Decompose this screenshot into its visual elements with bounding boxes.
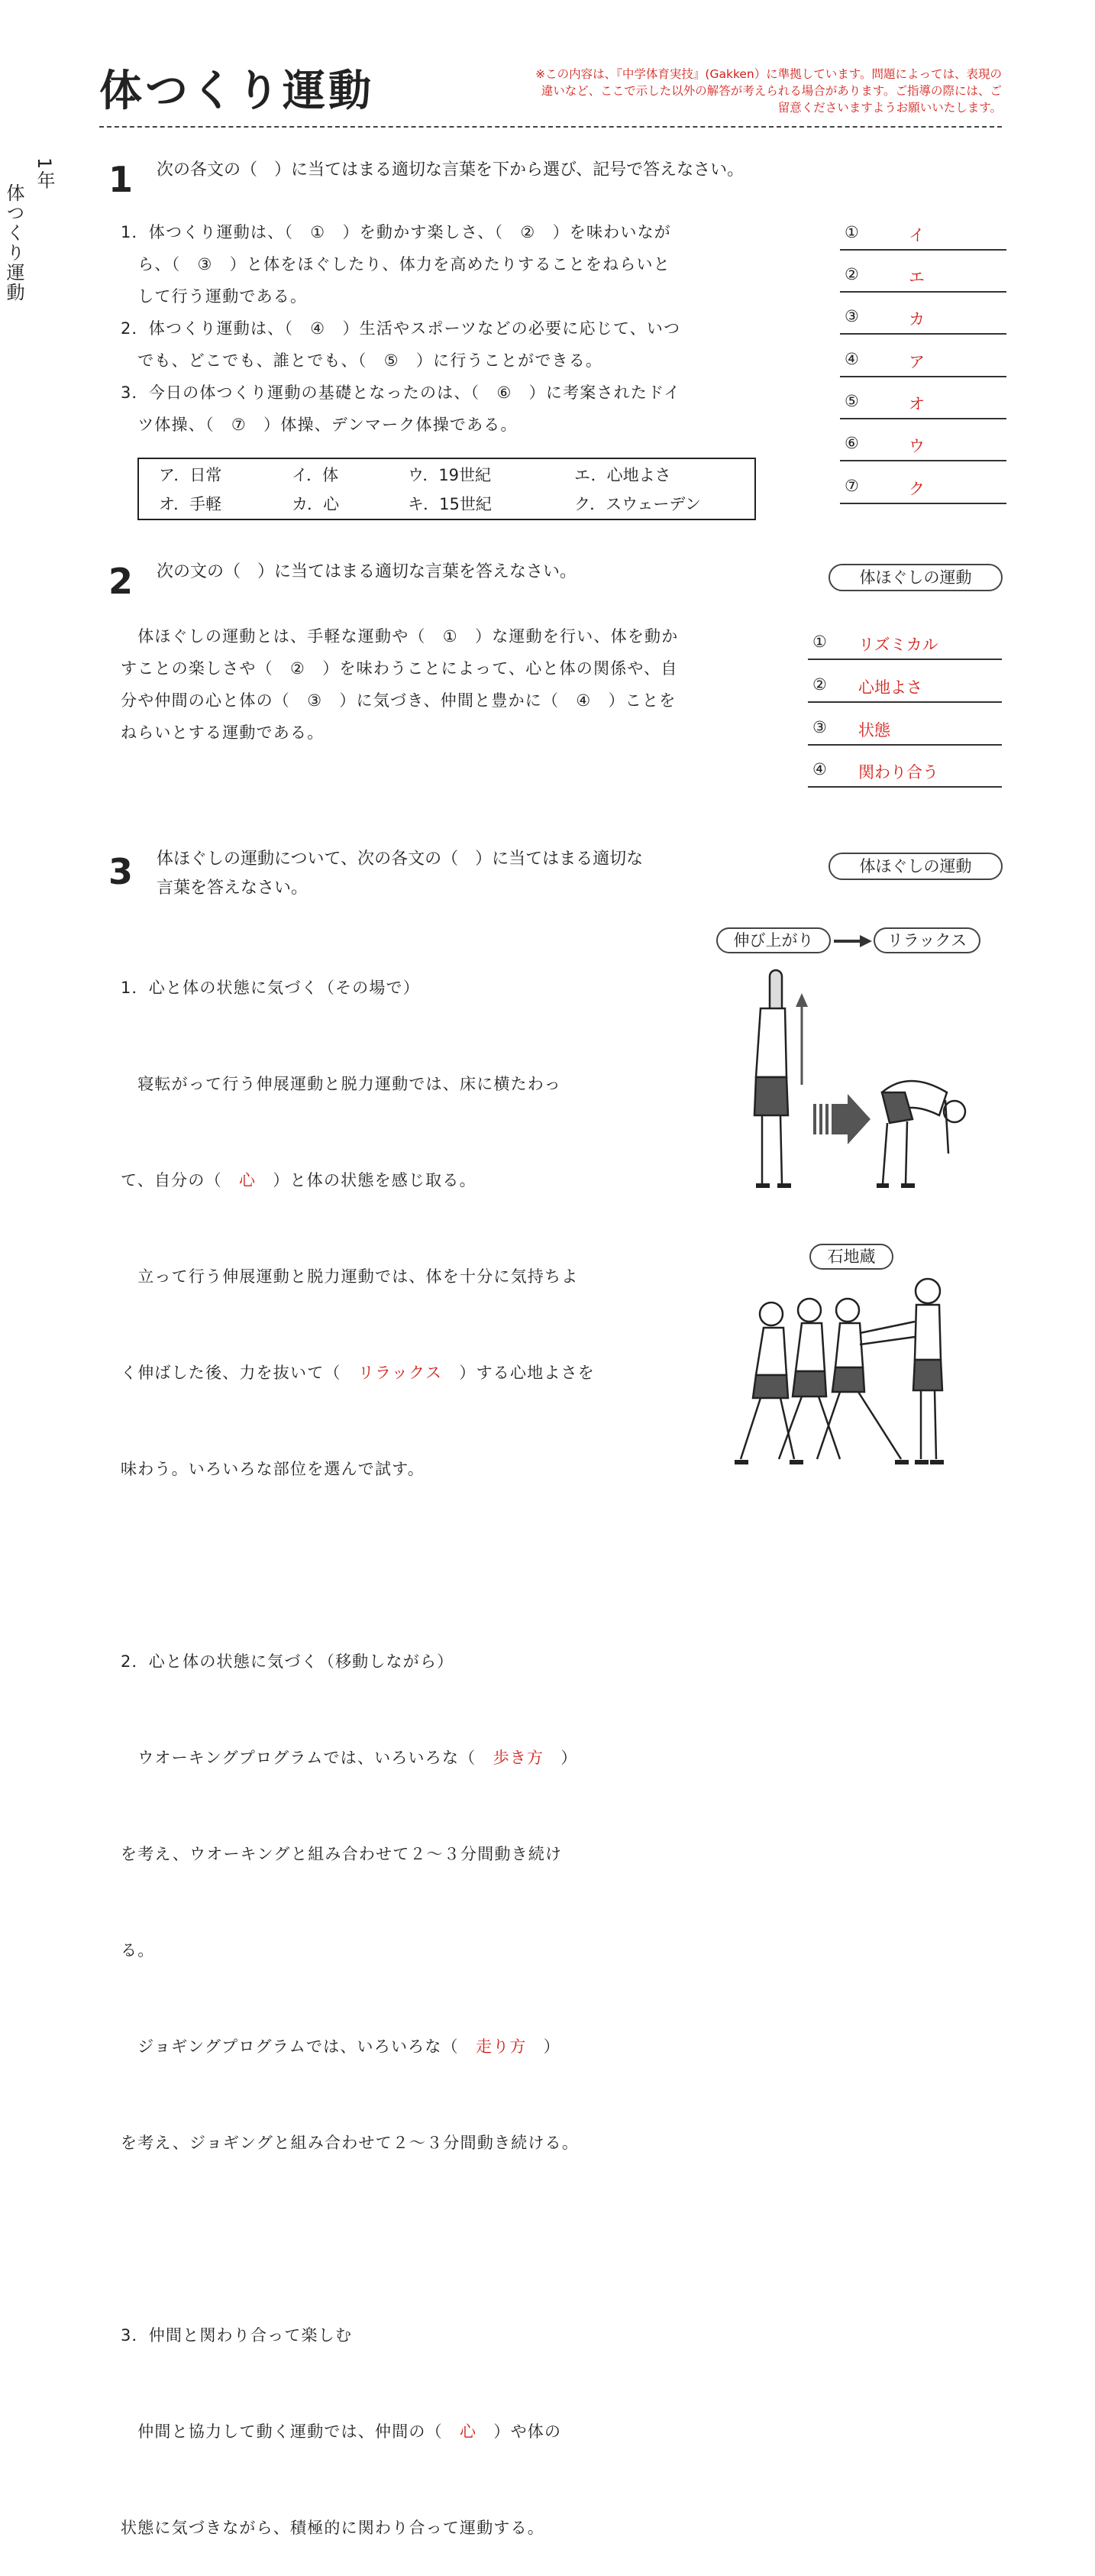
answer-value: リラックス xyxy=(357,1364,443,1382)
question-3-prompt xyxy=(157,845,643,903)
q3-text: ）や体の xyxy=(476,2422,562,2441)
answer-number: ⑥ xyxy=(845,434,859,452)
topic-tag: 体ほぐしの運動 xyxy=(829,564,1003,591)
choice-item: ウ．19世紀 xyxy=(408,466,492,484)
answer-row xyxy=(840,474,1006,504)
q3-text: ）する心地よさを xyxy=(442,1364,595,1382)
answer-number: ② xyxy=(845,265,859,283)
label-stretch-up: 伸び上がり xyxy=(716,927,831,953)
answer-row xyxy=(808,672,1002,703)
answer-row xyxy=(840,347,1006,377)
answer-value: リズミカル xyxy=(858,636,938,654)
answer-value: 心 xyxy=(238,1171,257,1189)
section-heading: 3．仲間と関わり合って楽しむ xyxy=(121,2326,353,2345)
answer-number: ③ xyxy=(845,307,859,325)
q3-text: ）と体の状態を感じ取る。 xyxy=(256,1171,476,1189)
q1-line: 2．体つくり運動は、（ ④ ）生活やスポーツなどの必要に応じて、いつ xyxy=(121,319,681,338)
q2-line: ねらいとする運動である。 xyxy=(121,723,325,742)
question-2-body xyxy=(121,620,762,749)
answer-number: ① xyxy=(812,633,827,651)
answer-number: ④ xyxy=(812,760,827,778)
page-title: 体つくり運動 xyxy=(99,66,374,116)
q2-line: 分や仲間の心と体の（ ③ ）に気づき、仲間と豊かに（ ④ ）ことを xyxy=(121,691,677,710)
answer-value: オ xyxy=(909,395,925,413)
q3-line xyxy=(121,2031,640,2063)
choice-item: ク．スウェーデン xyxy=(574,495,701,513)
q3-text: て、自分の（ xyxy=(121,1171,239,1189)
q3-line: を考え、ウオーキングと組み合わせて２～３分間動き続け xyxy=(121,1845,563,1863)
answer-value: 心 xyxy=(460,2422,477,2441)
answer-number: ⑦ xyxy=(845,477,859,495)
answer-row xyxy=(840,304,1006,335)
striped-arrow-icon xyxy=(813,1094,871,1144)
q1-line: ツ体操、（ ⑦ ）体操、デンマーク体操である。 xyxy=(121,416,518,434)
topic-tag: 体ほぐしの運動 xyxy=(829,853,1003,880)
answer-number: ⑤ xyxy=(845,392,859,410)
supporting-figures xyxy=(735,1299,915,1462)
q1-line: でも、どこでも、誰とでも、（ ⑤ ）に行うことができる。 xyxy=(121,351,603,370)
question-3-prompt-line: 体ほぐしの運動について、次の各文の（ ）に当てはまる適切な xyxy=(157,849,644,869)
q3-line: 立って行う伸展運動と脱力運動では、体を十分に気持ちよ xyxy=(121,1267,579,1286)
q3-line: 寝転がって行う伸展運動と脱力運動では、床に横たわっ xyxy=(121,1075,561,1093)
question-3-prompt-line: 言葉を答えなさい。 xyxy=(157,879,308,898)
section-heading: 2．心と体の状態に気づく（移動しながら） xyxy=(121,1652,454,1671)
answer-row xyxy=(840,220,1006,251)
answer-number: ④ xyxy=(845,350,859,368)
answer-value: 心地よさ xyxy=(858,678,922,697)
choice-item: キ．15世紀 xyxy=(408,495,492,513)
choice-box xyxy=(137,458,756,520)
answer-number: ③ xyxy=(812,718,827,736)
answer-number: ① xyxy=(845,223,859,241)
answer-value: 関わり合う xyxy=(858,763,938,782)
q3-text: く伸ばした後、力を抜いて（ xyxy=(121,1364,358,1382)
bending-figure xyxy=(877,1081,965,1186)
q3-line: を考え、ジョギングと組み合わせて２～３分間動き続ける。 xyxy=(121,2134,580,2152)
q3-text: ウオーキングプログラムでは、いろいろな（ xyxy=(121,1749,493,1767)
right-arrow-icon xyxy=(834,934,874,949)
question-2-number: 2 xyxy=(108,561,134,602)
question-3-number: 3 xyxy=(108,851,134,892)
q3-text: ） xyxy=(526,2037,560,2056)
q3-text: ジョギングプログラムでは、いろいろな（ xyxy=(121,2037,476,2056)
q3-line xyxy=(121,1742,640,1774)
choice-item: オ．手軽 xyxy=(159,495,222,513)
stretch-relax-illustration xyxy=(725,963,1000,1207)
q2-line: 体ほぐしの運動とは、手軽な運動や（ ① ）な運動を行い、体を動か xyxy=(121,627,679,646)
q3-line: る。 xyxy=(121,1941,155,1960)
q2-line: すことの楽しさや（ ② ）を味わうことによって、心と体の関係や、自 xyxy=(121,659,678,678)
answer-value: ウ xyxy=(909,437,925,455)
answer-row xyxy=(808,629,1002,660)
topic-label: 体つくり運動 xyxy=(3,183,24,303)
answer-value: 状態 xyxy=(858,721,890,739)
question-1-body xyxy=(121,216,762,441)
answer-value: ア xyxy=(909,353,925,371)
question-2-prompt: 次の文の（ ）に当てはまる適切な言葉を答えなさい。 xyxy=(157,562,577,581)
question-3-body xyxy=(121,908,640,2576)
q3-line xyxy=(121,1357,640,1389)
answer-value: イ xyxy=(909,226,925,244)
answer-value: 走り方 xyxy=(475,2037,527,2056)
answer-value: エ xyxy=(909,268,925,286)
spacer xyxy=(121,1549,640,1581)
answer-value: カ xyxy=(909,310,925,328)
answer-value: 歩き方 xyxy=(493,1749,544,1767)
q1-line: ら、（ ③ ）と体をほぐしたり、体力を高めたりすることをねらいと xyxy=(121,255,670,273)
answer-row xyxy=(840,431,1006,461)
choice-item: ア．日常 xyxy=(159,466,222,484)
answer-row xyxy=(808,757,1002,788)
q3-line xyxy=(121,1164,640,1196)
q1-line: 3．今日の体つくり運動の基礎となったのは、（ ⑥ ）に考案されたドイ xyxy=(121,383,681,402)
section-heading: 1．心と体の状態に気づく（その場で） xyxy=(121,979,420,997)
answer-number: ② xyxy=(812,675,827,694)
answer-row xyxy=(840,389,1006,419)
choice-item: エ．心地よさ xyxy=(574,466,671,484)
label-relax: リラックス xyxy=(874,927,980,953)
choice-item: イ．体 xyxy=(292,466,339,484)
q3-line: 味わう。いろいろな部位を選んで試す。 xyxy=(121,1460,425,1478)
q3-line xyxy=(121,2416,640,2448)
q3-line: 状態に気づきながら、積極的に関わり合って運動する。 xyxy=(121,2519,544,2537)
answer-value: ク xyxy=(909,480,925,498)
answer-row xyxy=(808,715,1002,746)
header-divider xyxy=(99,126,1002,128)
question-1-number: 1 xyxy=(108,159,134,200)
q1-line: して行う運動である。 xyxy=(121,287,308,306)
stone-jizo-illustration xyxy=(733,1268,993,1482)
answer-row xyxy=(840,262,1006,293)
disclaimer-note: ※この内容は、『中学体育実技』(Gakken）に準拠しています。問題によっては、表現の違いなど、ここで示した以外の解答が考えられる場合があります。ご指導の際には、ご留意くださいますようお願いいたします。 xyxy=(535,67,1002,115)
grade-label: 1年 xyxy=(34,157,55,191)
label-stone-jizo: 石地蔵 xyxy=(809,1244,893,1270)
q3-text: ） xyxy=(544,1749,578,1767)
leaning-figure xyxy=(913,1279,944,1462)
side-label xyxy=(3,157,60,303)
question-1-prompt: 次の各文の（ ）に当てはまる適切な言葉を下から選び、記号で答えなさい。 xyxy=(157,160,745,180)
standing-figure xyxy=(754,970,791,1186)
q1-line: 1．体つくり運動は、（ ① ）を動かす楽しさ、（ ② ）を味わいなが xyxy=(121,223,671,241)
spacer xyxy=(121,2223,640,2255)
q3-text: 仲間と協力して動く運動では、仲間の（ xyxy=(121,2422,460,2441)
choice-item: カ．心 xyxy=(292,495,340,513)
